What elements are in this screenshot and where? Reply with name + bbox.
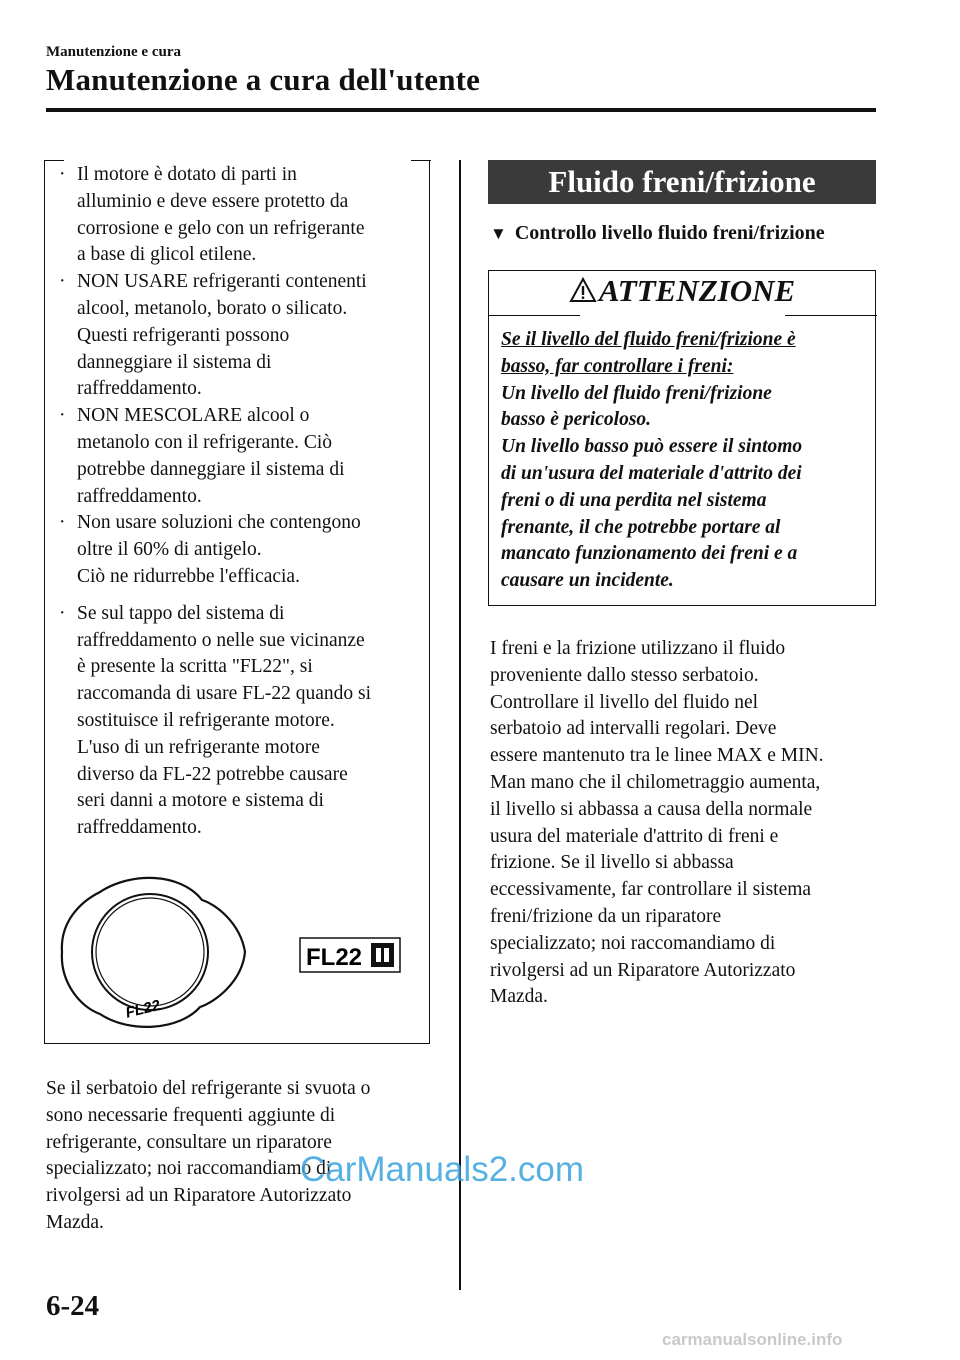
- paragraph-line: specializzato; noi raccomandiamo di: [46, 1158, 332, 1180]
- list-item-line: raffreddamento.: [77, 485, 202, 507]
- list-item-line: L'uso di un refrigerante motore: [77, 736, 320, 758]
- warning-underlined-line: basso, far controllare i freni:: [501, 355, 734, 377]
- page-number: 6-24: [46, 1290, 100, 1322]
- header-rule: [46, 108, 876, 112]
- bullet-dot-icon: ·: [59, 271, 66, 293]
- brake-fluid-paragraph: [490, 636, 876, 1011]
- site-footer: carmanualsonline.info: [662, 1330, 843, 1349]
- bullet-dot-icon: ·: [59, 512, 66, 534]
- cap-label: FL22: [123, 996, 162, 1022]
- list-item-line: a base di glicol etilene.: [77, 244, 257, 266]
- watermark: CarManuals2.com: [300, 1150, 584, 1189]
- radiator-cap-illustration: [50, 872, 420, 1032]
- list-item: [57, 510, 423, 590]
- warning-line: di un'usura del materiale d'attrito dei: [501, 462, 802, 484]
- paragraph-line: Mazda.: [46, 1211, 104, 1233]
- list-item-line: raffreddamento o nelle sue vicinanze: [77, 629, 365, 651]
- warning-rule-left: [488, 315, 580, 316]
- list-item-line: alluminio e deve essere protetto da: [77, 190, 349, 212]
- notes-list: [57, 162, 423, 842]
- paragraph-line: Controllare il livello del fluido nel: [490, 691, 759, 713]
- column-divider: [459, 160, 461, 1290]
- list-item-line: è presente la scritta "FL22", si: [77, 656, 313, 678]
- warning-title: ATTENZIONE: [598, 273, 796, 308]
- paragraph-line: essere mantenuto tra le linee MAX e MIN.: [490, 745, 824, 767]
- section-label: Manutenzione e cura: [46, 44, 181, 60]
- paragraph-line: proveniente dallo stesso serbatoio.: [490, 664, 759, 686]
- list-item: [57, 601, 423, 842]
- bullet-dot-icon: ·: [59, 164, 66, 185]
- warning-line: mancato funzionamento dei freni e a: [501, 543, 798, 565]
- fl22-badge: [300, 938, 400, 972]
- paragraph-line: serbatoio ad intervalli regolari. Deve: [490, 718, 777, 740]
- warning-line: basso è pericoloso.: [501, 409, 652, 431]
- paragraph-line: usura del materiale d'attrito di freni e: [490, 825, 779, 847]
- paragraph-line: il livello si abbassa a causa della normale: [490, 798, 813, 820]
- warning-rule-right: [785, 315, 877, 316]
- list-item-line: Non usare soluzioni che contengono: [77, 512, 361, 534]
- subsection-heading-text: Controllo livello fluido freni/frizione: [514, 222, 825, 244]
- list-item: [57, 162, 423, 269]
- list-item: [57, 269, 423, 403]
- warning-box: [488, 270, 876, 606]
- cap-center-ring-outer: [92, 894, 208, 1010]
- paragraph-line: rivolgersi ad un Riparatore Autorizzato: [490, 959, 796, 981]
- paragraph-line: Se il serbatoio del refrigerante si svuota o: [46, 1078, 371, 1099]
- list-item-line: Ciò ne ridurrebbe l'efficacia.: [77, 565, 300, 587]
- list-item-line: alcool, metanolo, borato o silicato.: [77, 297, 348, 319]
- list-item-line: potrebbe danneggiare il sistema di: [77, 458, 345, 480]
- list-item-line: raffreddamento.: [77, 378, 202, 400]
- list-item-line: Il motore è dotato di parti in: [77, 164, 297, 185]
- paragraph-line: rivolgersi ad un Riparatore Autorizzato: [46, 1185, 352, 1207]
- list-item-line: sostituisce il refrigerante motore.: [77, 709, 335, 731]
- list-item-line: danneggiare il sistema di: [77, 351, 272, 373]
- section-banner: Fluido freni/frizione: [488, 160, 876, 204]
- bullet-dot-icon: ·: [59, 405, 66, 427]
- paragraph-line: Man mano che il chilometraggio aumenta,: [490, 771, 821, 793]
- warning-line: causare un incidente.: [501, 570, 674, 592]
- list-item-line: seri danni a motore e sistema di: [77, 790, 324, 812]
- warning-line: Un livello basso può essere il sintomo: [501, 436, 803, 458]
- paragraph-line: refrigerante, consultare un riparatore: [46, 1131, 332, 1153]
- list-item-line: Se sul tappo del sistema di: [77, 602, 285, 624]
- warning-line: freni o di una perdita nel sistema: [501, 489, 767, 511]
- bullet-dot-icon: ·: [59, 602, 66, 624]
- paragraph-line: I freni e la frizione utilizzano il fluido: [490, 638, 786, 659]
- list-item-line: Questi refrigeranti possono: [77, 324, 290, 346]
- list-item: [57, 403, 423, 510]
- fl22-badge-label: FL22: [306, 944, 363, 971]
- list-item-line: raffreddamento.: [77, 817, 202, 839]
- list-item-line: corrosione e gelo con un refrigerante: [77, 217, 365, 239]
- cap-center-ring-inner: [96, 898, 204, 1006]
- warning-text: [501, 327, 861, 595]
- triangle-marker-icon: ▼: [490, 224, 507, 243]
- warning-heading: [489, 271, 875, 311]
- warning-triangle-icon: [569, 277, 597, 303]
- paragraph-line: freni/frizione da un riparatore: [490, 905, 722, 927]
- warning-line: frenante, il che potrebbe portare al: [501, 516, 781, 538]
- subsection-heading: [490, 222, 825, 245]
- list-item-line: NON MESCOLARE alcool o: [77, 405, 310, 427]
- paragraph-line: Mazda.: [490, 986, 548, 1008]
- paragraph-line: frizione. Se il livello si abbassa: [490, 852, 734, 874]
- list-item-line: metanolo con il refrigerante. Ciò: [77, 431, 333, 453]
- paragraph-line: eccessivamente, far controllare il sistema: [490, 879, 812, 901]
- paragraph-line: sono necessarie frequenti aggiunte di: [46, 1104, 336, 1126]
- list-item-line: raccomanda di usare FL-22 quando si: [77, 683, 372, 705]
- paragraph-line: specializzato; noi raccomandiamo di: [490, 932, 776, 954]
- page-title: Manutenzione a cura dell'utente: [46, 62, 481, 97]
- list-item-line: NON USARE refrigeranti contenenti: [77, 271, 367, 293]
- list-item-line: oltre il 60% di antigelo.: [77, 539, 262, 561]
- list-item-line: diverso da FL-22 potrebbe causare: [77, 763, 348, 785]
- warning-underlined-line: Se il livello del fluido freni/frizione è: [501, 329, 796, 350]
- warning-line: Un livello del fluido freni/frizione: [501, 382, 772, 404]
